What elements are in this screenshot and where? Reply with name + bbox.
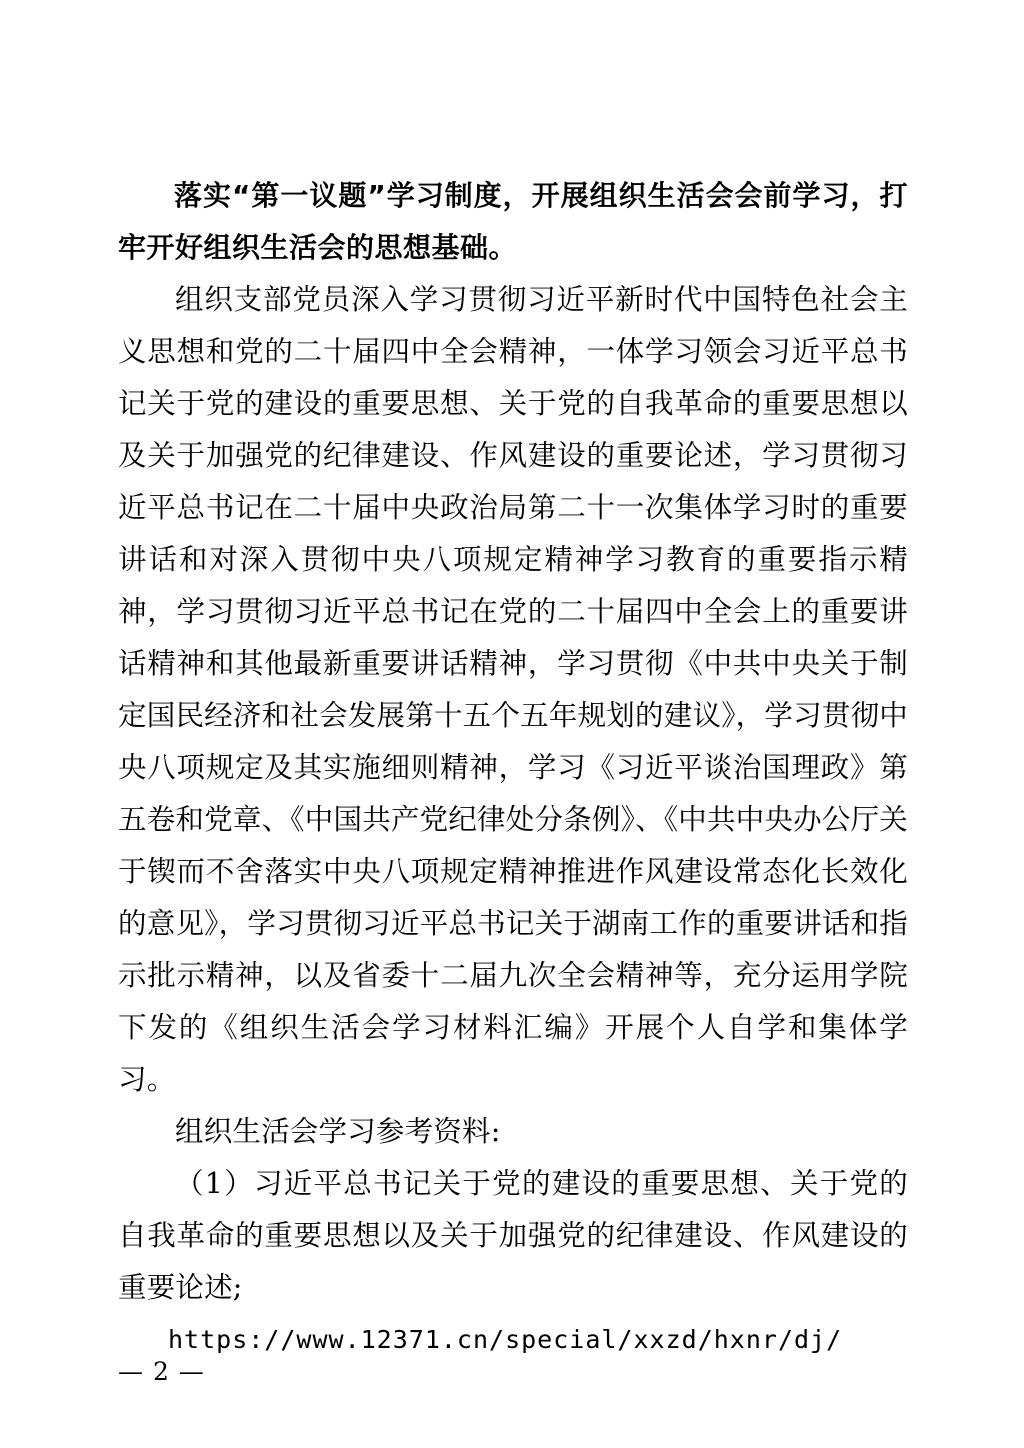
paragraph-reference-label: 组织生活会学习参考资料:	[175, 1115, 501, 1148]
reference-link[interactable]: https://www.12371.cn/special/xxzd/hxnr/dj/	[168, 1325, 843, 1354]
paragraph-reference-item-1: （1）习近平总书记关于党的建设的重要思想、关于党的自我革命的重要思想以及关于加强党的纪律建设、作风建设的重要论述;	[118, 1167, 908, 1304]
document-body	[118, 170, 908, 1366]
paragraph-study-content: 组织支部党员深入学习贯彻习近平新时代中国特色社会主义思想和党的二十届四中全会精神，一体学习领会习近平总书记关于党的建设的重要思想、关于党的自我革命的重要思想以及关于加强党的纪律建设、作风建设的重要论述，学习贯彻习近平总书记在二十届中央政治局第二十一次集体学习时的重要讲话和对深入贯彻中央八项规定精神学习教育的重要指示精神，学习贯彻习近平总书记在党的二十届四中全会上的重要讲话精神和其他最新重要讲话精神，学习贯彻《中共中央关于制定国民经济和社会发展第十五个五年规划的建议》，学习贯彻中央八项规定及其实施细则精神，学习《习近平谈治国理政》第五卷和党章、《中国共产党纪律处分条例》、《中共中央办公厅关于锲而不舍落实中央八项规定精神推进作风建设常态化长效化的意见》，学习贯彻习近平总书记关于湖南工作的重要讲话和指示批示精神，以及省委十二届九次全会精神等，充分运用学院下发的《组织生活会学习材料汇编》开展个人自学和集体学习。	[118, 283, 908, 1096]
page-number: — 2 —	[118, 1357, 205, 1386]
section-heading: 落实“第一议题”学习制度，开展组织生活会会前学习，打牢开好组织生活会的思想基础。	[118, 179, 908, 264]
